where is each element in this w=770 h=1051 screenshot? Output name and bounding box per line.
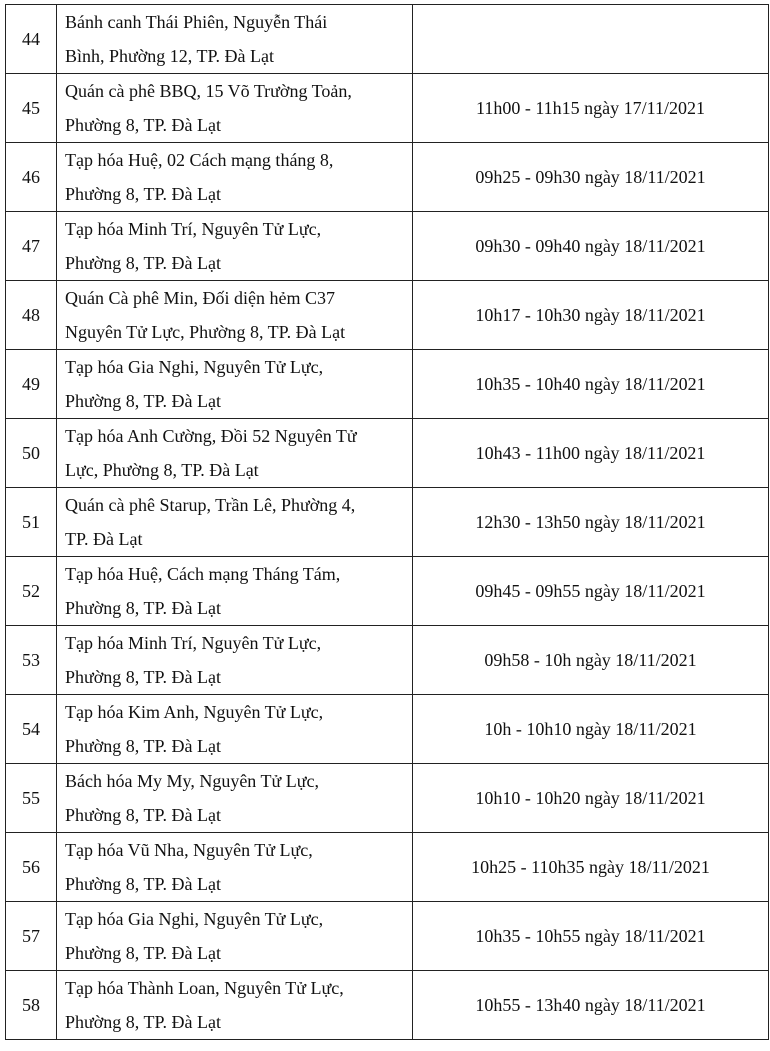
row-number: 49 [6, 350, 57, 419]
table-row [6, 74, 769, 143]
location-line-2: Phường 8, TP. Đà Lạt [65, 391, 221, 411]
location-line-2: Phường 8, TP. Đà Lạt [65, 943, 221, 963]
table-row [6, 833, 769, 902]
row-number: 53 [6, 626, 57, 695]
location-line-2: Nguyên Tử Lực, Phường 8, TP. Đà Lạt [65, 322, 346, 342]
location-line-2: Phường 8, TP. Đà Lạt [65, 667, 221, 687]
table-row [6, 5, 769, 74]
row-number: 52 [6, 557, 57, 626]
time-cell: 09h25 - 09h30 ngày 18/11/2021 [413, 143, 769, 212]
time-cell [413, 5, 769, 74]
row-number: 46 [6, 143, 57, 212]
location-cell [57, 143, 413, 212]
location-cell [57, 488, 413, 557]
location-line-2: Phường 8, TP. Đà Lạt [65, 874, 221, 894]
table-row [6, 695, 769, 764]
location-cell [57, 281, 413, 350]
time-cell: 09h30 - 09h40 ngày 18/11/2021 [413, 212, 769, 281]
table-row [6, 902, 769, 971]
time-cell: 10h35 - 10h40 ngày 18/11/2021 [413, 350, 769, 419]
location-line-1: Tạp hóa Minh Trí, Nguyên Tử Lực, [65, 633, 322, 653]
location-schedule-table [5, 4, 769, 1040]
time-cell: 10h55 - 13h40 ngày 18/11/2021 [413, 971, 769, 1040]
location-line-2: Phường 8, TP. Đà Lạt [65, 736, 221, 756]
location-cell [57, 902, 413, 971]
location-cell [57, 764, 413, 833]
time-cell: 10h25 - 110h35 ngày 18/11/2021 [413, 833, 769, 902]
row-number: 51 [6, 488, 57, 557]
time-cell: 10h35 - 10h55 ngày 18/11/2021 [413, 902, 769, 971]
row-number: 54 [6, 695, 57, 764]
location-line-1: Tạp hóa Huệ, 02 Cách mạng tháng 8, [65, 150, 334, 170]
location-line-1: Tạp hóa Huệ, Cách mạng Tháng Tám, [65, 564, 341, 584]
table-row [6, 143, 769, 212]
location-line-2: Phường 8, TP. Đà Lạt [65, 115, 221, 135]
location-line-1: Bánh canh Thái Phiên, Nguyễn Thái [65, 12, 328, 32]
time-cell: 09h45 - 09h55 ngày 18/11/2021 [413, 557, 769, 626]
location-line-1: Tạp hóa Thành Loan, Nguyên Tử Lực, [65, 978, 344, 998]
location-cell [57, 557, 413, 626]
location-cell [57, 695, 413, 764]
row-number: 44 [6, 5, 57, 74]
location-cell [57, 74, 413, 143]
time-cell: 11h00 - 11h15 ngày 17/11/2021 [413, 74, 769, 143]
table-row [6, 419, 769, 488]
location-line-2: Phường 8, TP. Đà Lạt [65, 1012, 221, 1032]
time-cell: 10h17 - 10h30 ngày 18/11/2021 [413, 281, 769, 350]
location-cell [57, 626, 413, 695]
row-number: 56 [6, 833, 57, 902]
table-row [6, 281, 769, 350]
table-row [6, 557, 769, 626]
table-row [6, 764, 769, 833]
location-line-1: Quán cà phê Starup, Trần Lê, Phường 4, [65, 495, 356, 515]
row-number: 47 [6, 212, 57, 281]
row-number: 45 [6, 74, 57, 143]
row-number: 48 [6, 281, 57, 350]
table-row [6, 626, 769, 695]
table-row [6, 212, 769, 281]
location-line-2: Lực, Phường 8, TP. Đà Lạt [65, 460, 259, 480]
table-row [6, 971, 769, 1040]
location-line-2: Phường 8, TP. Đà Lạt [65, 805, 221, 825]
location-cell [57, 833, 413, 902]
location-line-1: Tạp hóa Kim Anh, Nguyên Tử Lực, [65, 702, 324, 722]
row-number: 55 [6, 764, 57, 833]
location-line-2: Phường 8, TP. Đà Lạt [65, 253, 221, 273]
row-number: 57 [6, 902, 57, 971]
location-line-1: Quán Cà phê Min, Đối diện hẻm C37 [65, 288, 335, 308]
location-line-1: Tạp hóa Anh Cường, Đồi 52 Nguyên Tử [65, 426, 357, 446]
location-line-1: Tạp hóa Gia Nghi, Nguyên Tử Lực, [65, 357, 324, 377]
time-cell: 10h10 - 10h20 ngày 18/11/2021 [413, 764, 769, 833]
row-number: 50 [6, 419, 57, 488]
location-cell [57, 971, 413, 1040]
location-line-1: Tạp hóa Minh Trí, Nguyên Tử Lực, [65, 219, 322, 239]
location-line-2: Phường 8, TP. Đà Lạt [65, 598, 221, 618]
time-cell: 09h58 - 10h ngày 18/11/2021 [413, 626, 769, 695]
location-cell [57, 419, 413, 488]
location-cell [57, 350, 413, 419]
row-number: 58 [6, 971, 57, 1040]
location-line-2: Phường 8, TP. Đà Lạt [65, 184, 221, 204]
time-cell: 10h43 - 11h00 ngày 18/11/2021 [413, 419, 769, 488]
location-line-1: Bách hóa My My, Nguyên Tử Lực, [65, 771, 319, 791]
location-line-1: Quán cà phê BBQ, 15 Võ Trường Toản, [65, 81, 352, 101]
location-line-2: Bình, Phường 12, TP. Đà Lạt [65, 46, 274, 66]
location-line-2: TP. Đà Lạt [65, 529, 143, 549]
table-row [6, 350, 769, 419]
time-cell: 12h30 - 13h50 ngày 18/11/2021 [413, 488, 769, 557]
location-cell [57, 5, 413, 74]
location-line-1: Tạp hóa Vũ Nha, Nguyên Tử Lực, [65, 840, 313, 860]
table-row [6, 488, 769, 557]
location-line-1: Tạp hóa Gia Nghi, Nguyên Tử Lực, [65, 909, 324, 929]
time-cell: 10h - 10h10 ngày 18/11/2021 [413, 695, 769, 764]
location-cell [57, 212, 413, 281]
